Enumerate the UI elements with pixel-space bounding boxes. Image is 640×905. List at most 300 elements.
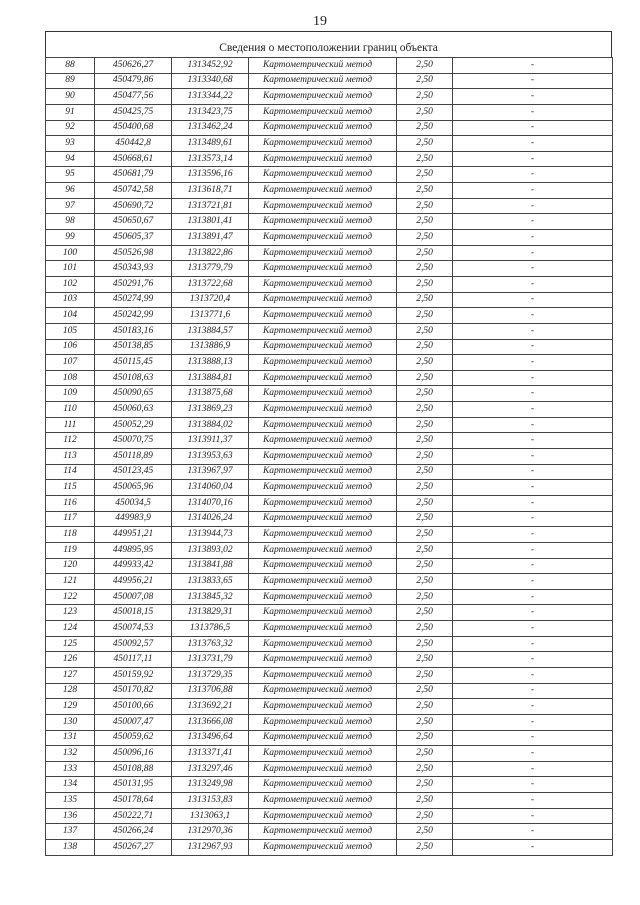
accuracy-cell: 2,50: [397, 214, 453, 230]
description-cell: -: [453, 511, 613, 527]
point-number-cell: 104: [46, 308, 95, 324]
point-number-cell: 93: [46, 136, 95, 152]
x-coordinate-cell: 450108,88: [95, 761, 172, 777]
y-coordinate-cell: 1313722,68: [172, 276, 249, 292]
coordinates-table-body: [46, 58, 613, 856]
y-coordinate-cell: 1313869,23: [172, 402, 249, 418]
accuracy-cell: 2,50: [397, 151, 453, 167]
x-coordinate-cell: 449933,42: [95, 558, 172, 574]
accuracy-cell: 2,50: [397, 605, 453, 621]
method-cell: Картометрический метод: [249, 386, 397, 402]
method-cell: Картометрический метод: [249, 636, 397, 652]
point-number-cell: 113: [46, 449, 95, 465]
description-cell: -: [453, 417, 613, 433]
y-coordinate-cell: 1313953,63: [172, 449, 249, 465]
point-number-cell: 115: [46, 480, 95, 496]
description-cell: -: [453, 292, 613, 308]
method-cell: Картометрический метод: [249, 151, 397, 167]
y-coordinate-cell: 1313720,4: [172, 292, 249, 308]
accuracy-cell: 2,50: [397, 402, 453, 418]
x-coordinate-cell: 450183,16: [95, 323, 172, 339]
y-coordinate-cell: 1313344,22: [172, 89, 249, 105]
description-cell: -: [453, 151, 613, 167]
table-row: [46, 104, 613, 120]
y-coordinate-cell: 1313886,9: [172, 339, 249, 355]
method-cell: Картометрический метод: [249, 793, 397, 809]
x-coordinate-cell: 450060,63: [95, 402, 172, 418]
description-cell: -: [453, 355, 613, 371]
method-cell: Картометрический метод: [249, 323, 397, 339]
y-coordinate-cell: 1314070,16: [172, 495, 249, 511]
y-coordinate-cell: 1313423,75: [172, 104, 249, 120]
accuracy-cell: 2,50: [397, 824, 453, 840]
method-cell: Картометрический метод: [249, 167, 397, 183]
description-cell: -: [453, 699, 613, 715]
point-number-cell: 136: [46, 808, 95, 824]
point-number-cell: 129: [46, 699, 95, 715]
y-coordinate-cell: 1313884,02: [172, 417, 249, 433]
x-coordinate-cell: 450065,96: [95, 480, 172, 496]
accuracy-cell: 2,50: [397, 323, 453, 339]
point-number-cell: 119: [46, 542, 95, 558]
x-coordinate-cell: 450090,65: [95, 386, 172, 402]
y-coordinate-cell: 1313891,47: [172, 230, 249, 246]
y-coordinate-cell: 1313967,97: [172, 464, 249, 480]
accuracy-cell: 2,50: [397, 167, 453, 183]
x-coordinate-cell: 450605,37: [95, 230, 172, 246]
method-cell: Картометрический метод: [249, 683, 397, 699]
x-coordinate-cell: 450267,27: [95, 840, 172, 856]
table-row: [46, 308, 613, 324]
page-number: 19: [313, 14, 327, 29]
y-coordinate-cell: 1313845,32: [172, 589, 249, 605]
accuracy-cell: 2,50: [397, 714, 453, 730]
y-coordinate-cell: 1313462,24: [172, 120, 249, 136]
accuracy-cell: 2,50: [397, 652, 453, 668]
method-cell: Картометрический метод: [249, 449, 397, 465]
coordinates-table: [45, 57, 613, 856]
accuracy-cell: 2,50: [397, 464, 453, 480]
description-cell: -: [453, 104, 613, 120]
y-coordinate-cell: 1313249,98: [172, 777, 249, 793]
accuracy-cell: 2,50: [397, 542, 453, 558]
method-cell: Картометрический метод: [249, 589, 397, 605]
description-cell: -: [453, 136, 613, 152]
accuracy-cell: 2,50: [397, 667, 453, 683]
accuracy-cell: 2,50: [397, 558, 453, 574]
method-cell: Картометрический метод: [249, 104, 397, 120]
method-cell: Картометрический метод: [249, 574, 397, 590]
table-row: [46, 527, 613, 543]
y-coordinate-cell: 1314060,04: [172, 480, 249, 496]
x-coordinate-cell: 450118,89: [95, 449, 172, 465]
method-cell: Картометрический метод: [249, 464, 397, 480]
accuracy-cell: 2,50: [397, 308, 453, 324]
description-cell: -: [453, 214, 613, 230]
table-row: [46, 355, 613, 371]
point-number-cell: 95: [46, 167, 95, 183]
x-coordinate-cell: 450123,45: [95, 464, 172, 480]
x-coordinate-cell: 450138,85: [95, 339, 172, 355]
point-number-cell: 96: [46, 183, 95, 199]
y-coordinate-cell: 1313706,88: [172, 683, 249, 699]
accuracy-cell: 2,50: [397, 339, 453, 355]
x-coordinate-cell: 450690,72: [95, 198, 172, 214]
y-coordinate-cell: 1313801,41: [172, 214, 249, 230]
description-cell: -: [453, 527, 613, 543]
description-cell: -: [453, 574, 613, 590]
point-number-cell: 91: [46, 104, 95, 120]
accuracy-cell: 2,50: [397, 730, 453, 746]
method-cell: Картометрический метод: [249, 308, 397, 324]
table-row: [46, 511, 613, 527]
y-coordinate-cell: 1313731,79: [172, 652, 249, 668]
accuracy-cell: 2,50: [397, 449, 453, 465]
x-coordinate-cell: 450018,15: [95, 605, 172, 621]
description-cell: -: [453, 89, 613, 105]
x-coordinate-cell: 450681,79: [95, 167, 172, 183]
y-coordinate-cell: 1313884,81: [172, 370, 249, 386]
table-row: [46, 136, 613, 152]
accuracy-cell: 2,50: [397, 699, 453, 715]
y-coordinate-cell: 1312967,93: [172, 840, 249, 856]
point-number-cell: 127: [46, 667, 95, 683]
x-coordinate-cell: 450668,61: [95, 151, 172, 167]
method-cell: Картометрический метод: [249, 558, 397, 574]
table-row: [46, 339, 613, 355]
y-coordinate-cell: 1313063,1: [172, 808, 249, 824]
method-cell: Картометрический метод: [249, 292, 397, 308]
table-row: [46, 824, 613, 840]
method-cell: Картометрический метод: [249, 89, 397, 105]
method-cell: Картометрический метод: [249, 58, 397, 74]
point-number-cell: 101: [46, 261, 95, 277]
accuracy-cell: 2,50: [397, 777, 453, 793]
description-cell: -: [453, 245, 613, 261]
y-coordinate-cell: 1313911,37: [172, 433, 249, 449]
description-cell: -: [453, 777, 613, 793]
point-number-cell: 135: [46, 793, 95, 809]
accuracy-cell: 2,50: [397, 292, 453, 308]
table-row: [46, 58, 613, 74]
x-coordinate-cell: 450526,98: [95, 245, 172, 261]
accuracy-cell: 2,50: [397, 370, 453, 386]
point-number-cell: 102: [46, 276, 95, 292]
method-cell: Картометрический метод: [249, 73, 397, 89]
point-number-cell: 124: [46, 621, 95, 637]
accuracy-cell: 2,50: [397, 104, 453, 120]
point-number-cell: 99: [46, 230, 95, 246]
method-cell: Картометрический метод: [249, 527, 397, 543]
x-coordinate-cell: 450170,82: [95, 683, 172, 699]
y-coordinate-cell: 1313596,16: [172, 167, 249, 183]
method-cell: Картометрический метод: [249, 402, 397, 418]
x-coordinate-cell: 450070,75: [95, 433, 172, 449]
description-cell: -: [453, 198, 613, 214]
description-cell: -: [453, 339, 613, 355]
table-row: [46, 761, 613, 777]
table-row: [46, 120, 613, 136]
point-number-cell: 109: [46, 386, 95, 402]
x-coordinate-cell: 450242,99: [95, 308, 172, 324]
method-cell: Картометрический метод: [249, 777, 397, 793]
description-cell: -: [453, 621, 613, 637]
y-coordinate-cell: 1313763,32: [172, 636, 249, 652]
description-cell: -: [453, 730, 613, 746]
table-row: [46, 386, 613, 402]
accuracy-cell: 2,50: [397, 230, 453, 246]
x-coordinate-cell: 449895,95: [95, 542, 172, 558]
point-number-cell: 114: [46, 464, 95, 480]
method-cell: Картометрический метод: [249, 230, 397, 246]
x-coordinate-cell: 450052,29: [95, 417, 172, 433]
y-coordinate-cell: 1313489,61: [172, 136, 249, 152]
method-cell: Картометрический метод: [249, 480, 397, 496]
point-number-cell: 133: [46, 761, 95, 777]
y-coordinate-cell: 1313573,14: [172, 151, 249, 167]
y-coordinate-cell: 1313692,21: [172, 699, 249, 715]
accuracy-cell: 2,50: [397, 73, 453, 89]
table-row: [46, 558, 613, 574]
description-cell: -: [453, 558, 613, 574]
method-cell: Картометрический метод: [249, 136, 397, 152]
table-row: [46, 589, 613, 605]
point-number-cell: 100: [46, 245, 95, 261]
description-cell: -: [453, 230, 613, 246]
description-cell: -: [453, 840, 613, 856]
description-cell: -: [453, 683, 613, 699]
x-coordinate-cell: 450222,71: [95, 808, 172, 824]
y-coordinate-cell: 1313771,6: [172, 308, 249, 324]
accuracy-cell: 2,50: [397, 386, 453, 402]
accuracy-cell: 2,50: [397, 589, 453, 605]
table-row: [46, 542, 613, 558]
x-coordinate-cell: 450742,58: [95, 183, 172, 199]
table-row: [46, 621, 613, 637]
y-coordinate-cell: 1313779,79: [172, 261, 249, 277]
description-cell: -: [453, 464, 613, 480]
method-cell: Картометрический метод: [249, 605, 397, 621]
point-number-cell: 98: [46, 214, 95, 230]
table-row: [46, 323, 613, 339]
x-coordinate-cell: 450034,5: [95, 495, 172, 511]
description-cell: -: [453, 746, 613, 762]
description-cell: -: [453, 58, 613, 74]
y-coordinate-cell: 1313666,08: [172, 714, 249, 730]
x-coordinate-cell: 450442,8: [95, 136, 172, 152]
section-title: [45, 31, 612, 57]
method-cell: Картометрический метод: [249, 183, 397, 199]
point-number-cell: 118: [46, 527, 95, 543]
x-coordinate-cell: 450096,16: [95, 746, 172, 762]
y-coordinate-cell: 1314026,24: [172, 511, 249, 527]
method-cell: Картометрический метод: [249, 370, 397, 386]
x-coordinate-cell: 450100,66: [95, 699, 172, 715]
method-cell: Картометрический метод: [249, 198, 397, 214]
method-cell: Картометрический метод: [249, 495, 397, 511]
table-row: [46, 230, 613, 246]
x-coordinate-cell: 450266,24: [95, 824, 172, 840]
point-number-cell: 110: [46, 402, 95, 418]
description-cell: -: [453, 183, 613, 199]
accuracy-cell: 2,50: [397, 183, 453, 199]
method-cell: Картометрический метод: [249, 699, 397, 715]
y-coordinate-cell: 1313371,41: [172, 746, 249, 762]
method-cell: Картометрический метод: [249, 621, 397, 637]
table-row: [46, 840, 613, 856]
accuracy-cell: 2,50: [397, 621, 453, 637]
description-cell: -: [453, 261, 613, 277]
x-coordinate-cell: 450108,63: [95, 370, 172, 386]
point-number-cell: 106: [46, 339, 95, 355]
method-cell: Картометрический метод: [249, 417, 397, 433]
method-cell: Картометрический метод: [249, 214, 397, 230]
method-cell: Картометрический метод: [249, 824, 397, 840]
accuracy-cell: 2,50: [397, 793, 453, 809]
description-cell: -: [453, 495, 613, 511]
point-number-cell: 89: [46, 73, 95, 89]
description-cell: -: [453, 480, 613, 496]
table-row: [46, 402, 613, 418]
accuracy-cell: 2,50: [397, 120, 453, 136]
table-row: [46, 73, 613, 89]
description-cell: -: [453, 323, 613, 339]
section-title-text: Сведения о местоположении границ объекта: [219, 42, 438, 54]
description-cell: -: [453, 449, 613, 465]
table-row: [46, 167, 613, 183]
accuracy-cell: 2,50: [397, 261, 453, 277]
description-cell: -: [453, 652, 613, 668]
point-number-cell: 132: [46, 746, 95, 762]
x-coordinate-cell: 450074,53: [95, 621, 172, 637]
table-row: [46, 605, 613, 621]
method-cell: Картометрический метод: [249, 840, 397, 856]
method-cell: Картометрический метод: [249, 652, 397, 668]
y-coordinate-cell: 1313452,92: [172, 58, 249, 74]
point-number-cell: 105: [46, 323, 95, 339]
point-number-cell: 137: [46, 824, 95, 840]
table-row: [46, 574, 613, 590]
y-coordinate-cell: 1313833,65: [172, 574, 249, 590]
y-coordinate-cell: 1313944,73: [172, 527, 249, 543]
y-coordinate-cell: 1313893,02: [172, 542, 249, 558]
accuracy-cell: 2,50: [397, 136, 453, 152]
method-cell: Картометрический метод: [249, 808, 397, 824]
point-number-cell: 120: [46, 558, 95, 574]
table-row: [46, 808, 613, 824]
method-cell: Картометрический метод: [249, 761, 397, 777]
description-cell: -: [453, 370, 613, 386]
point-number-cell: 130: [46, 714, 95, 730]
x-coordinate-cell: 450059,62: [95, 730, 172, 746]
description-cell: -: [453, 386, 613, 402]
accuracy-cell: 2,50: [397, 355, 453, 371]
method-cell: Картометрический метод: [249, 276, 397, 292]
point-number-cell: 111: [46, 417, 95, 433]
point-number-cell: 128: [46, 683, 95, 699]
description-cell: -: [453, 667, 613, 683]
table-row: [46, 214, 613, 230]
method-cell: Картометрический метод: [249, 245, 397, 261]
x-coordinate-cell: 450425,75: [95, 104, 172, 120]
point-number-cell: 134: [46, 777, 95, 793]
table-row: [46, 417, 613, 433]
description-cell: -: [453, 636, 613, 652]
table-row: [46, 276, 613, 292]
method-cell: Картометрический метод: [249, 433, 397, 449]
method-cell: Картометрический метод: [249, 261, 397, 277]
table-row: [46, 198, 613, 214]
x-coordinate-cell: 450092,57: [95, 636, 172, 652]
table-row: [46, 183, 613, 199]
x-coordinate-cell: 450159,92: [95, 667, 172, 683]
table-row: [46, 652, 613, 668]
table-row: [46, 245, 613, 261]
table-row: [46, 699, 613, 715]
description-cell: -: [453, 714, 613, 730]
x-coordinate-cell: 450479,86: [95, 73, 172, 89]
accuracy-cell: 2,50: [397, 433, 453, 449]
point-number-cell: 121: [46, 574, 95, 590]
y-coordinate-cell: 1313822,86: [172, 245, 249, 261]
description-cell: -: [453, 808, 613, 824]
table-row: [46, 433, 613, 449]
accuracy-cell: 2,50: [397, 276, 453, 292]
method-cell: Картометрический метод: [249, 339, 397, 355]
table-row: [46, 449, 613, 465]
point-number-cell: 138: [46, 840, 95, 856]
y-coordinate-cell: 1313340,68: [172, 73, 249, 89]
point-number-cell: 103: [46, 292, 95, 308]
x-coordinate-cell: 450178,64: [95, 793, 172, 809]
accuracy-cell: 2,50: [397, 58, 453, 74]
y-coordinate-cell: 1313297,46: [172, 761, 249, 777]
accuracy-cell: 2,50: [397, 198, 453, 214]
point-number-cell: 125: [46, 636, 95, 652]
y-coordinate-cell: 1313729,35: [172, 667, 249, 683]
x-coordinate-cell: 450400,68: [95, 120, 172, 136]
method-cell: Картометрический метод: [249, 667, 397, 683]
description-cell: -: [453, 761, 613, 777]
accuracy-cell: 2,50: [397, 511, 453, 527]
table-row: [46, 370, 613, 386]
table-row: [46, 777, 613, 793]
y-coordinate-cell: 1313888,13: [172, 355, 249, 371]
accuracy-cell: 2,50: [397, 574, 453, 590]
x-coordinate-cell: 450291,76: [95, 276, 172, 292]
table-row: [46, 480, 613, 496]
point-number-cell: 131: [46, 730, 95, 746]
y-coordinate-cell: 1313829,31: [172, 605, 249, 621]
description-cell: -: [453, 167, 613, 183]
description-cell: -: [453, 120, 613, 136]
accuracy-cell: 2,50: [397, 89, 453, 105]
x-coordinate-cell: 449983,9: [95, 511, 172, 527]
method-cell: Картометрический метод: [249, 746, 397, 762]
method-cell: Картометрический метод: [249, 120, 397, 136]
accuracy-cell: 2,50: [397, 808, 453, 824]
y-coordinate-cell: 1313884,57: [172, 323, 249, 339]
description-cell: -: [453, 605, 613, 621]
method-cell: Картометрический метод: [249, 542, 397, 558]
x-coordinate-cell: 449951,21: [95, 527, 172, 543]
x-coordinate-cell: 450007,08: [95, 589, 172, 605]
table-row: [46, 683, 613, 699]
x-coordinate-cell: 450117,11: [95, 652, 172, 668]
table-row: [46, 730, 613, 746]
point-number-cell: 116: [46, 495, 95, 511]
description-cell: -: [453, 793, 613, 809]
